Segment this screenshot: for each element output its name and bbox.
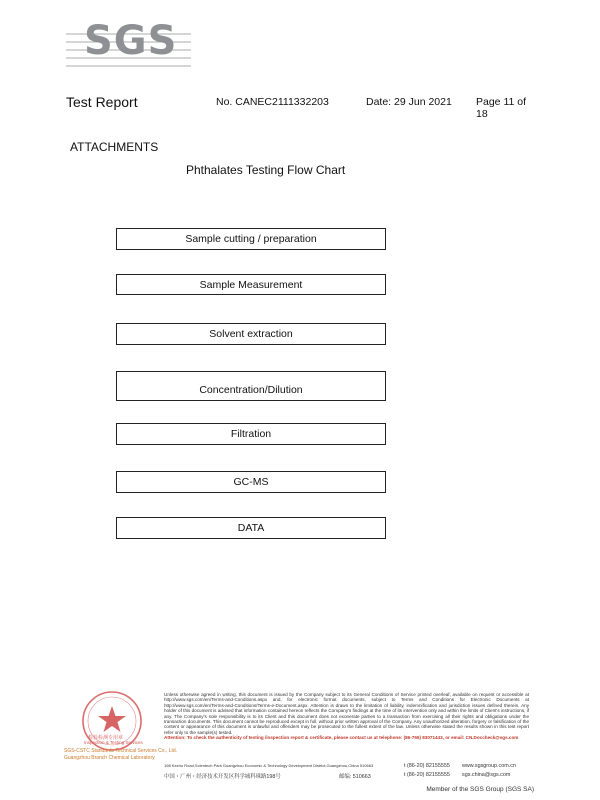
page-footer — [64, 690, 534, 780]
section-title: ATTACHMENTS — [70, 140, 159, 154]
authenticity-notice: Attention: To check the authenticity of testing /inspection report & certificate, please contact us at telephone: (86-755) 83071443, or email: CN.Doccheck@sgs.com — [164, 735, 519, 741]
postcode-cn: 邮编: 510663 — [339, 774, 371, 780]
address-cn: 中国・广州・经济技术开发区科学城科珠路198号 — [164, 774, 281, 780]
page-number: Page 11 of 18 — [476, 96, 527, 120]
report-title: Test Report — [66, 94, 138, 110]
seal-lab-name — [64, 748, 177, 762]
flow-step-solvent-extraction: Solvent extraction — [116, 323, 386, 345]
flow-step-gc-ms: GC-MS — [116, 471, 386, 493]
flow-step-filtration: Filtration — [116, 423, 386, 445]
flow-step-concentration-dilution: Concentration/Dilution — [116, 371, 386, 401]
sgs-logo: SGS — [84, 18, 178, 64]
seal-text-en: Inspection & Testing Services — [84, 740, 143, 745]
address-en: 198 Kezhu Road,Scientech Park Guangzhou Economic & Technology Development District,Guangzhou,China 510663 — [164, 763, 374, 768]
report-number: No. CANEC2111332203 — [216, 96, 329, 108]
seal-lab-line-1: SGS-CSTC Standards Technical Services Co., Ltd. — [64, 748, 178, 754]
report-header — [66, 94, 536, 120]
flow-chart-title: Phthalates Testing Flow Chart — [186, 163, 346, 177]
seal-text-cn: 检验检测专用章 — [88, 735, 124, 741]
report-date: Date: 29 Jun 2021 — [366, 96, 452, 108]
flow-step-sample-cutting: Sample cutting / preparation — [116, 228, 386, 250]
email-link[interactable]: sgs.china@sgs.com — [462, 772, 511, 778]
flow-step-data: DATA — [116, 517, 386, 539]
website-link[interactable]: www.sgsgroup.com.cn — [462, 763, 516, 769]
seal-lab-line-2: Guangzhou Branch Chemical Laboratory — [64, 755, 155, 761]
phone-cn: t (86-20) 82155555 — [404, 772, 450, 778]
legal-text: Unless otherwise agreed in writing, this document is issued by the Company subject to its General Conditions of Service printed overleaf, available on request or accessible at http://www.sgs.com/en/Terms-and-Conditions.aspx and, for electronic format documents, subject to Terms and Conditions for Electronic Documents at http://www.sgs.com/en/Terms-and-Conditions/Terms-e-Document.aspx. Attention is drawn to the limitation of liability, indemnification and jurisdiction issues defined therein. Any holder of this document is advised that information contained hereon reflects the Company's findings at the time of its intervention only and within the limits of Client's instructions, if any. The Company's sole responsibility is to its Client and this document does not exonerate parties to a transaction from exercising all their rights and obligations under the transaction documents. This document cannot be reproduced except in full, without prior written approval of the Company. Any unauthorized alteration, forgery or falsification of the content or appearance of this document is unlawful and offenders may be prosecuted to the fullest extent of the law. Unless otherwise stated the results shown in this test report refer only to the sample(s) tested. — [164, 692, 529, 735]
phone-en: t (86-20) 82155555 — [404, 763, 450, 769]
legal-disclaimer — [164, 692, 529, 741]
member-of-sgs-group: Member of the SGS Group (SGS SA) — [426, 786, 534, 793]
flow-step-sample-measurement: Sample Measurement — [116, 274, 386, 295]
